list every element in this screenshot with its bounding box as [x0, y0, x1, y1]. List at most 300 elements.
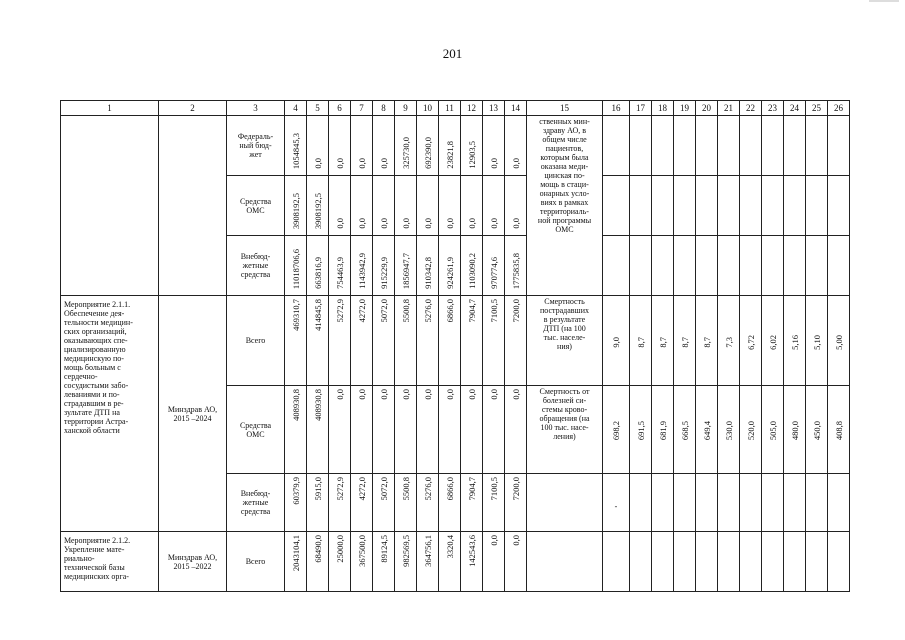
funding-source: Всего	[227, 296, 285, 386]
value-cell	[483, 474, 505, 532]
target-cell	[828, 474, 850, 532]
header-cell: 7	[351, 101, 373, 116]
target-cell	[674, 474, 696, 532]
value-cell	[505, 296, 527, 386]
target-cell	[603, 386, 630, 474]
value-text: 408930,8	[290, 389, 301, 421]
funding-source: Средства ОМС	[227, 386, 285, 474]
target-cell	[674, 116, 696, 176]
target-cell	[696, 386, 718, 474]
value-cell	[373, 176, 395, 236]
header-cell: 18	[652, 101, 674, 116]
target-cell	[806, 532, 828, 592]
target-cell	[740, 116, 762, 176]
target-cell	[603, 176, 630, 236]
measure-cell: Мероприятие 2.1.1. Обеспечение дея- тельности медицин- ских организаций, оказывающих спе- циализированную медицинскую по- мощь больным с сердечно- сосудистыми забо- леваниями и по- страдавшим в ре- зультате ДТП на территории Астра- ханской области	[61, 296, 159, 532]
value-cell	[351, 386, 373, 474]
value-cell	[483, 176, 505, 236]
target-cell	[740, 474, 762, 532]
value-cell	[439, 116, 461, 176]
value-cell	[373, 386, 395, 474]
value-cell	[395, 116, 417, 176]
indicator-cell: Смертность пострадавших в результате ДТП (на 100 тыс. населе- ния)	[527, 296, 603, 386]
header-cell: 24	[784, 101, 806, 116]
value-cell	[351, 236, 373, 296]
target-cell	[718, 236, 740, 296]
header-cell: 8	[373, 101, 395, 116]
value-text: 0,0	[422, 218, 433, 229]
value-cell	[417, 116, 439, 176]
target-text: 5,10	[811, 334, 822, 350]
header-cell: 22	[740, 101, 762, 116]
value-text: 4272,0	[356, 477, 367, 501]
value-cell	[307, 296, 329, 386]
value-cell	[329, 532, 351, 592]
value-cell	[483, 116, 505, 176]
value-cell	[505, 386, 527, 474]
value-text: 4272,0	[356, 299, 367, 323]
header-cell: 19	[674, 101, 696, 116]
target-cell	[828, 386, 850, 474]
value-cell	[505, 236, 527, 296]
value-text: 0,0	[466, 389, 477, 400]
target-cell	[762, 532, 784, 592]
value-cell	[461, 532, 483, 592]
value-cell	[285, 176, 307, 236]
value-text: 0,0	[334, 389, 345, 400]
value-text: 0,0	[488, 218, 499, 229]
value-text: 6866,0	[444, 477, 455, 501]
value-text: 0,0	[510, 389, 521, 400]
value-cell	[417, 386, 439, 474]
value-text: 5500,8	[400, 477, 411, 501]
value-cell	[307, 386, 329, 474]
value-cell	[285, 296, 307, 386]
table-row	[61, 296, 850, 386]
value-cell	[505, 532, 527, 592]
target-cell	[652, 386, 674, 474]
target-cell	[652, 296, 674, 386]
funding-source: Федераль- ный бюд- жет	[227, 116, 285, 176]
target-cell	[740, 176, 762, 236]
target-cell	[784, 532, 806, 592]
value-cell	[285, 116, 307, 176]
target-cell	[652, 116, 674, 176]
value-cell	[285, 474, 307, 532]
target-text: 480,0	[789, 421, 800, 441]
value-text: 364756,1	[422, 535, 433, 567]
header-cell: 15	[527, 101, 603, 116]
target-cell	[740, 236, 762, 296]
target-cell	[718, 296, 740, 386]
program-table	[60, 100, 850, 592]
target-cell	[762, 116, 784, 176]
target-cell	[718, 386, 740, 474]
value-cell	[461, 116, 483, 176]
value-text: 414845,8	[312, 299, 323, 331]
value-cell	[395, 296, 417, 386]
value-text: 7200,0	[510, 477, 521, 501]
target-text: 9,0	[611, 336, 621, 348]
value-cell	[351, 532, 373, 592]
value-cell	[373, 116, 395, 176]
value-text: 325730,0	[400, 137, 411, 169]
value-text: 12903,5	[466, 141, 477, 169]
header-cell: 25	[806, 101, 828, 116]
value-text: 0,0	[378, 158, 389, 169]
target-cell	[696, 116, 718, 176]
value-text: 1775835,8	[510, 252, 521, 289]
header-cell: 23	[762, 101, 784, 116]
table-row	[61, 532, 850, 592]
header-row	[61, 101, 850, 116]
funding-source: Всего	[227, 532, 285, 592]
target-cell	[784, 296, 806, 386]
target-cell	[603, 532, 630, 592]
target-cell	[696, 176, 718, 236]
target-cell	[784, 176, 806, 236]
target-text: 649,4	[701, 421, 712, 441]
value-text: 1103090,2	[466, 253, 477, 289]
value-cell	[439, 532, 461, 592]
page-number: 201	[442, 46, 463, 61]
target-cell	[674, 176, 696, 236]
target-cell	[630, 386, 652, 474]
target-text: 8,7	[679, 336, 690, 348]
value-text: 982569,5	[400, 535, 411, 567]
value-text: 1054845,3	[290, 132, 301, 169]
value-cell	[417, 532, 439, 592]
value-cell	[395, 236, 417, 296]
value-cell	[351, 474, 373, 532]
value-cell	[307, 236, 329, 296]
value-text: 7904,7	[466, 299, 477, 323]
target-cell	[784, 474, 806, 532]
value-text: 0,0	[488, 389, 499, 400]
value-cell	[285, 236, 307, 296]
value-cell	[461, 474, 483, 532]
target-cell	[652, 532, 674, 592]
target-cell	[806, 474, 828, 532]
target-text: 505,0	[767, 421, 778, 441]
value-text: 0,0	[510, 218, 521, 229]
target-cell	[630, 296, 652, 386]
value-cell	[483, 532, 505, 592]
value-cell	[307, 532, 329, 592]
value-text: 5915,0	[312, 477, 323, 501]
value-text: 910342,8	[422, 257, 433, 289]
target-cell	[674, 296, 696, 386]
value-cell	[483, 236, 505, 296]
table-row	[61, 116, 850, 176]
value-cell	[307, 474, 329, 532]
value-text: 2043104,1	[290, 535, 301, 572]
indicator-cell: ственных мин- здраву АО, в общем числе пациентов, которым была оказана меди- цинская по- мощь в стаци- онарных усло- виях в рамках территориаль- ной программы ОМС	[527, 116, 603, 296]
value-text: 0,0	[400, 218, 411, 229]
value-text: 0,0	[356, 218, 367, 229]
value-cell	[351, 296, 373, 386]
header-cell: 2	[159, 101, 227, 116]
value-text: 5272,9	[334, 477, 345, 501]
target-cell	[696, 296, 718, 386]
target-text: 698,2	[611, 421, 621, 441]
header-cell: 6	[329, 101, 351, 116]
value-cell	[395, 386, 417, 474]
value-text: 0,0	[488, 535, 499, 546]
value-text: 0,0	[466, 218, 477, 229]
target-cell	[762, 176, 784, 236]
value-cell	[439, 296, 461, 386]
value-text: 0,0	[400, 389, 411, 400]
value-cell	[417, 296, 439, 386]
value-text: 692390,0	[422, 137, 433, 169]
header-cell: 4	[285, 101, 307, 116]
value-text: 0,0	[510, 158, 521, 169]
dash-mark: -	[614, 502, 618, 511]
header-cell: 9	[395, 101, 417, 116]
target-cell	[718, 116, 740, 176]
value-text: 915229,9	[378, 257, 389, 289]
value-cell	[461, 386, 483, 474]
value-cell	[417, 474, 439, 532]
value-text: 0,0	[356, 158, 367, 169]
value-text: 0,0	[488, 158, 499, 169]
target-text: 691,5	[635, 421, 646, 441]
value-text: 469310,7	[290, 299, 301, 331]
value-text: 0,0	[444, 389, 455, 400]
header-cell: 26	[828, 101, 850, 116]
target-cell	[784, 116, 806, 176]
target-cell	[806, 176, 828, 236]
value-cell	[351, 116, 373, 176]
value-cell	[373, 236, 395, 296]
value-text: 0,0	[334, 218, 345, 229]
target-cell	[603, 116, 630, 176]
funding-source: Внебюд- жетные средства	[227, 474, 285, 532]
target-cell	[630, 116, 652, 176]
value-text: 5276,0	[422, 477, 433, 501]
value-text: 6866,0	[444, 299, 455, 323]
target-text: 5,16	[789, 334, 800, 350]
target-cell	[630, 236, 652, 296]
target-text: 681,9	[657, 421, 668, 441]
scan-artifact	[869, 0, 899, 2]
value-cell	[417, 236, 439, 296]
target-cell	[674, 236, 696, 296]
measure-cell	[61, 116, 159, 296]
target-cell	[696, 474, 718, 532]
header-cell: 1	[61, 101, 159, 116]
value-text: 3908192,5	[290, 192, 301, 229]
value-text: 663816,9	[312, 257, 323, 289]
target-cell	[630, 532, 652, 592]
value-cell	[439, 176, 461, 236]
value-text: 7904,7	[466, 477, 477, 501]
target-text: 450,0	[811, 421, 822, 441]
target-cell	[696, 532, 718, 592]
value-cell	[461, 236, 483, 296]
value-text: 754463,9	[334, 257, 345, 289]
target-cell	[740, 532, 762, 592]
value-text: 0,0	[312, 158, 323, 169]
target-text: 520,0	[745, 421, 756, 441]
target-text: 530,0	[723, 421, 734, 441]
target-cell	[828, 532, 850, 592]
value-text: 7100,5	[488, 299, 499, 323]
value-cell	[329, 116, 351, 176]
value-cell	[505, 474, 527, 532]
target-cell	[696, 236, 718, 296]
value-cell	[461, 176, 483, 236]
target-cell	[806, 296, 828, 386]
header-cell: 16	[603, 101, 630, 116]
target-text: 668,5	[679, 421, 690, 441]
value-cell	[307, 116, 329, 176]
value-text: 142543,6	[466, 535, 477, 567]
target-text: 6,72	[745, 334, 756, 350]
indicator-cell	[527, 532, 603, 592]
value-cell	[461, 296, 483, 386]
value-text: 25000,0	[334, 535, 345, 563]
header-cell: 5	[307, 101, 329, 116]
target-text: 408,8	[833, 421, 844, 441]
target-cell	[630, 474, 652, 532]
value-text: 0,0	[444, 218, 455, 229]
target-cell	[784, 236, 806, 296]
target-cell	[718, 176, 740, 236]
value-text: 1143942,9	[356, 253, 367, 289]
value-text: 68490,0	[312, 535, 323, 563]
header-cell: 21	[718, 101, 740, 116]
value-text: 0,0	[510, 535, 521, 546]
target-cell	[718, 532, 740, 592]
header-cell: 3	[227, 101, 285, 116]
value-cell	[329, 296, 351, 386]
target-cell	[740, 386, 762, 474]
header-cell: 13	[483, 101, 505, 116]
executor-cell: Минздрав АО, 2015 –2022	[159, 532, 227, 592]
value-cell	[505, 116, 527, 176]
header-cell: 10	[417, 101, 439, 116]
value-text: 3320,4	[444, 535, 455, 559]
funding-source: Внебюд- жетные средства	[227, 236, 285, 296]
target-cell	[828, 296, 850, 386]
target-cell	[652, 236, 674, 296]
value-cell	[285, 386, 307, 474]
value-text: 924261,9	[444, 257, 455, 289]
measure-cell: Мероприятие 2.1.2. Укрепление мате- риально- технической базы медицинских орга-	[61, 532, 159, 592]
target-cell	[828, 236, 850, 296]
value-cell	[439, 474, 461, 532]
value-cell	[373, 532, 395, 592]
header-cell: 17	[630, 101, 652, 116]
target-cell	[674, 532, 696, 592]
target-text: 7,3	[723, 336, 734, 348]
indicator-cell	[527, 474, 603, 532]
target-cell	[674, 386, 696, 474]
value-text: 970774,6	[488, 257, 499, 289]
value-cell	[373, 474, 395, 532]
value-cell	[395, 474, 417, 532]
value-text: 7200,0	[510, 299, 521, 323]
value-cell	[505, 176, 527, 236]
value-text: 11018706,6	[290, 248, 301, 289]
value-cell	[395, 532, 417, 592]
value-text: 0,0	[422, 389, 433, 400]
value-text: 23821,8	[444, 141, 455, 169]
value-cell	[373, 296, 395, 386]
value-text: 408930,8	[312, 389, 323, 421]
target-cell	[828, 116, 850, 176]
value-text: 0,0	[378, 389, 389, 400]
value-text: 5072,0	[378, 299, 389, 323]
value-cell	[285, 532, 307, 592]
value-cell	[329, 236, 351, 296]
target-cell	[718, 474, 740, 532]
target-cell	[652, 474, 674, 532]
value-cell	[483, 386, 505, 474]
value-text: 89124,5	[378, 535, 389, 563]
value-cell	[307, 176, 329, 236]
target-cell	[806, 236, 828, 296]
target-cell	[828, 176, 850, 236]
value-cell	[439, 386, 461, 474]
value-cell	[351, 176, 373, 236]
header-cell: 12	[461, 101, 483, 116]
value-text: 60379,9	[290, 477, 301, 505]
target-cell	[762, 236, 784, 296]
target-cell	[603, 236, 630, 296]
target-cell	[603, 296, 630, 386]
indicator-cell: Смертность от болезней си- стемы крово- обращения (на 100 тыс. насе- ления)	[527, 386, 603, 474]
target-cell	[762, 386, 784, 474]
value-cell	[329, 474, 351, 532]
target-cell	[740, 296, 762, 386]
value-cell	[483, 296, 505, 386]
value-text: 0,0	[356, 389, 367, 400]
value-text: 5500,8	[400, 299, 411, 323]
value-text: 0,0	[334, 158, 345, 169]
header-cell: 14	[505, 101, 527, 116]
funding-source: Средства ОМС	[227, 176, 285, 236]
target-cell	[762, 474, 784, 532]
value-text: 3908192,5	[312, 192, 323, 229]
value-cell	[417, 176, 439, 236]
target-text: 8,7	[701, 336, 712, 348]
target-cell	[762, 296, 784, 386]
value-text: 7100,5	[488, 477, 499, 501]
value-cell	[329, 176, 351, 236]
target-cell	[784, 386, 806, 474]
value-cell	[395, 176, 417, 236]
target-cell	[652, 176, 674, 236]
target-cell	[603, 474, 630, 532]
target-text: 8,7	[635, 336, 646, 348]
executor-cell: Минздрав АО, 2015 –2024	[159, 296, 227, 532]
value-cell	[329, 386, 351, 474]
value-text: 5072,0	[378, 477, 389, 501]
target-text: 5,00	[833, 334, 844, 350]
target-text: 6,02	[767, 334, 778, 350]
value-text: 5272,9	[334, 299, 345, 323]
value-cell	[439, 236, 461, 296]
value-text: 367500,0	[356, 535, 367, 567]
value-text: 5276,0	[422, 299, 433, 323]
target-text: 8,7	[657, 336, 668, 348]
value-text: 1856947,7	[400, 252, 411, 289]
header-cell: 11	[439, 101, 461, 116]
executor-cell	[159, 116, 227, 296]
